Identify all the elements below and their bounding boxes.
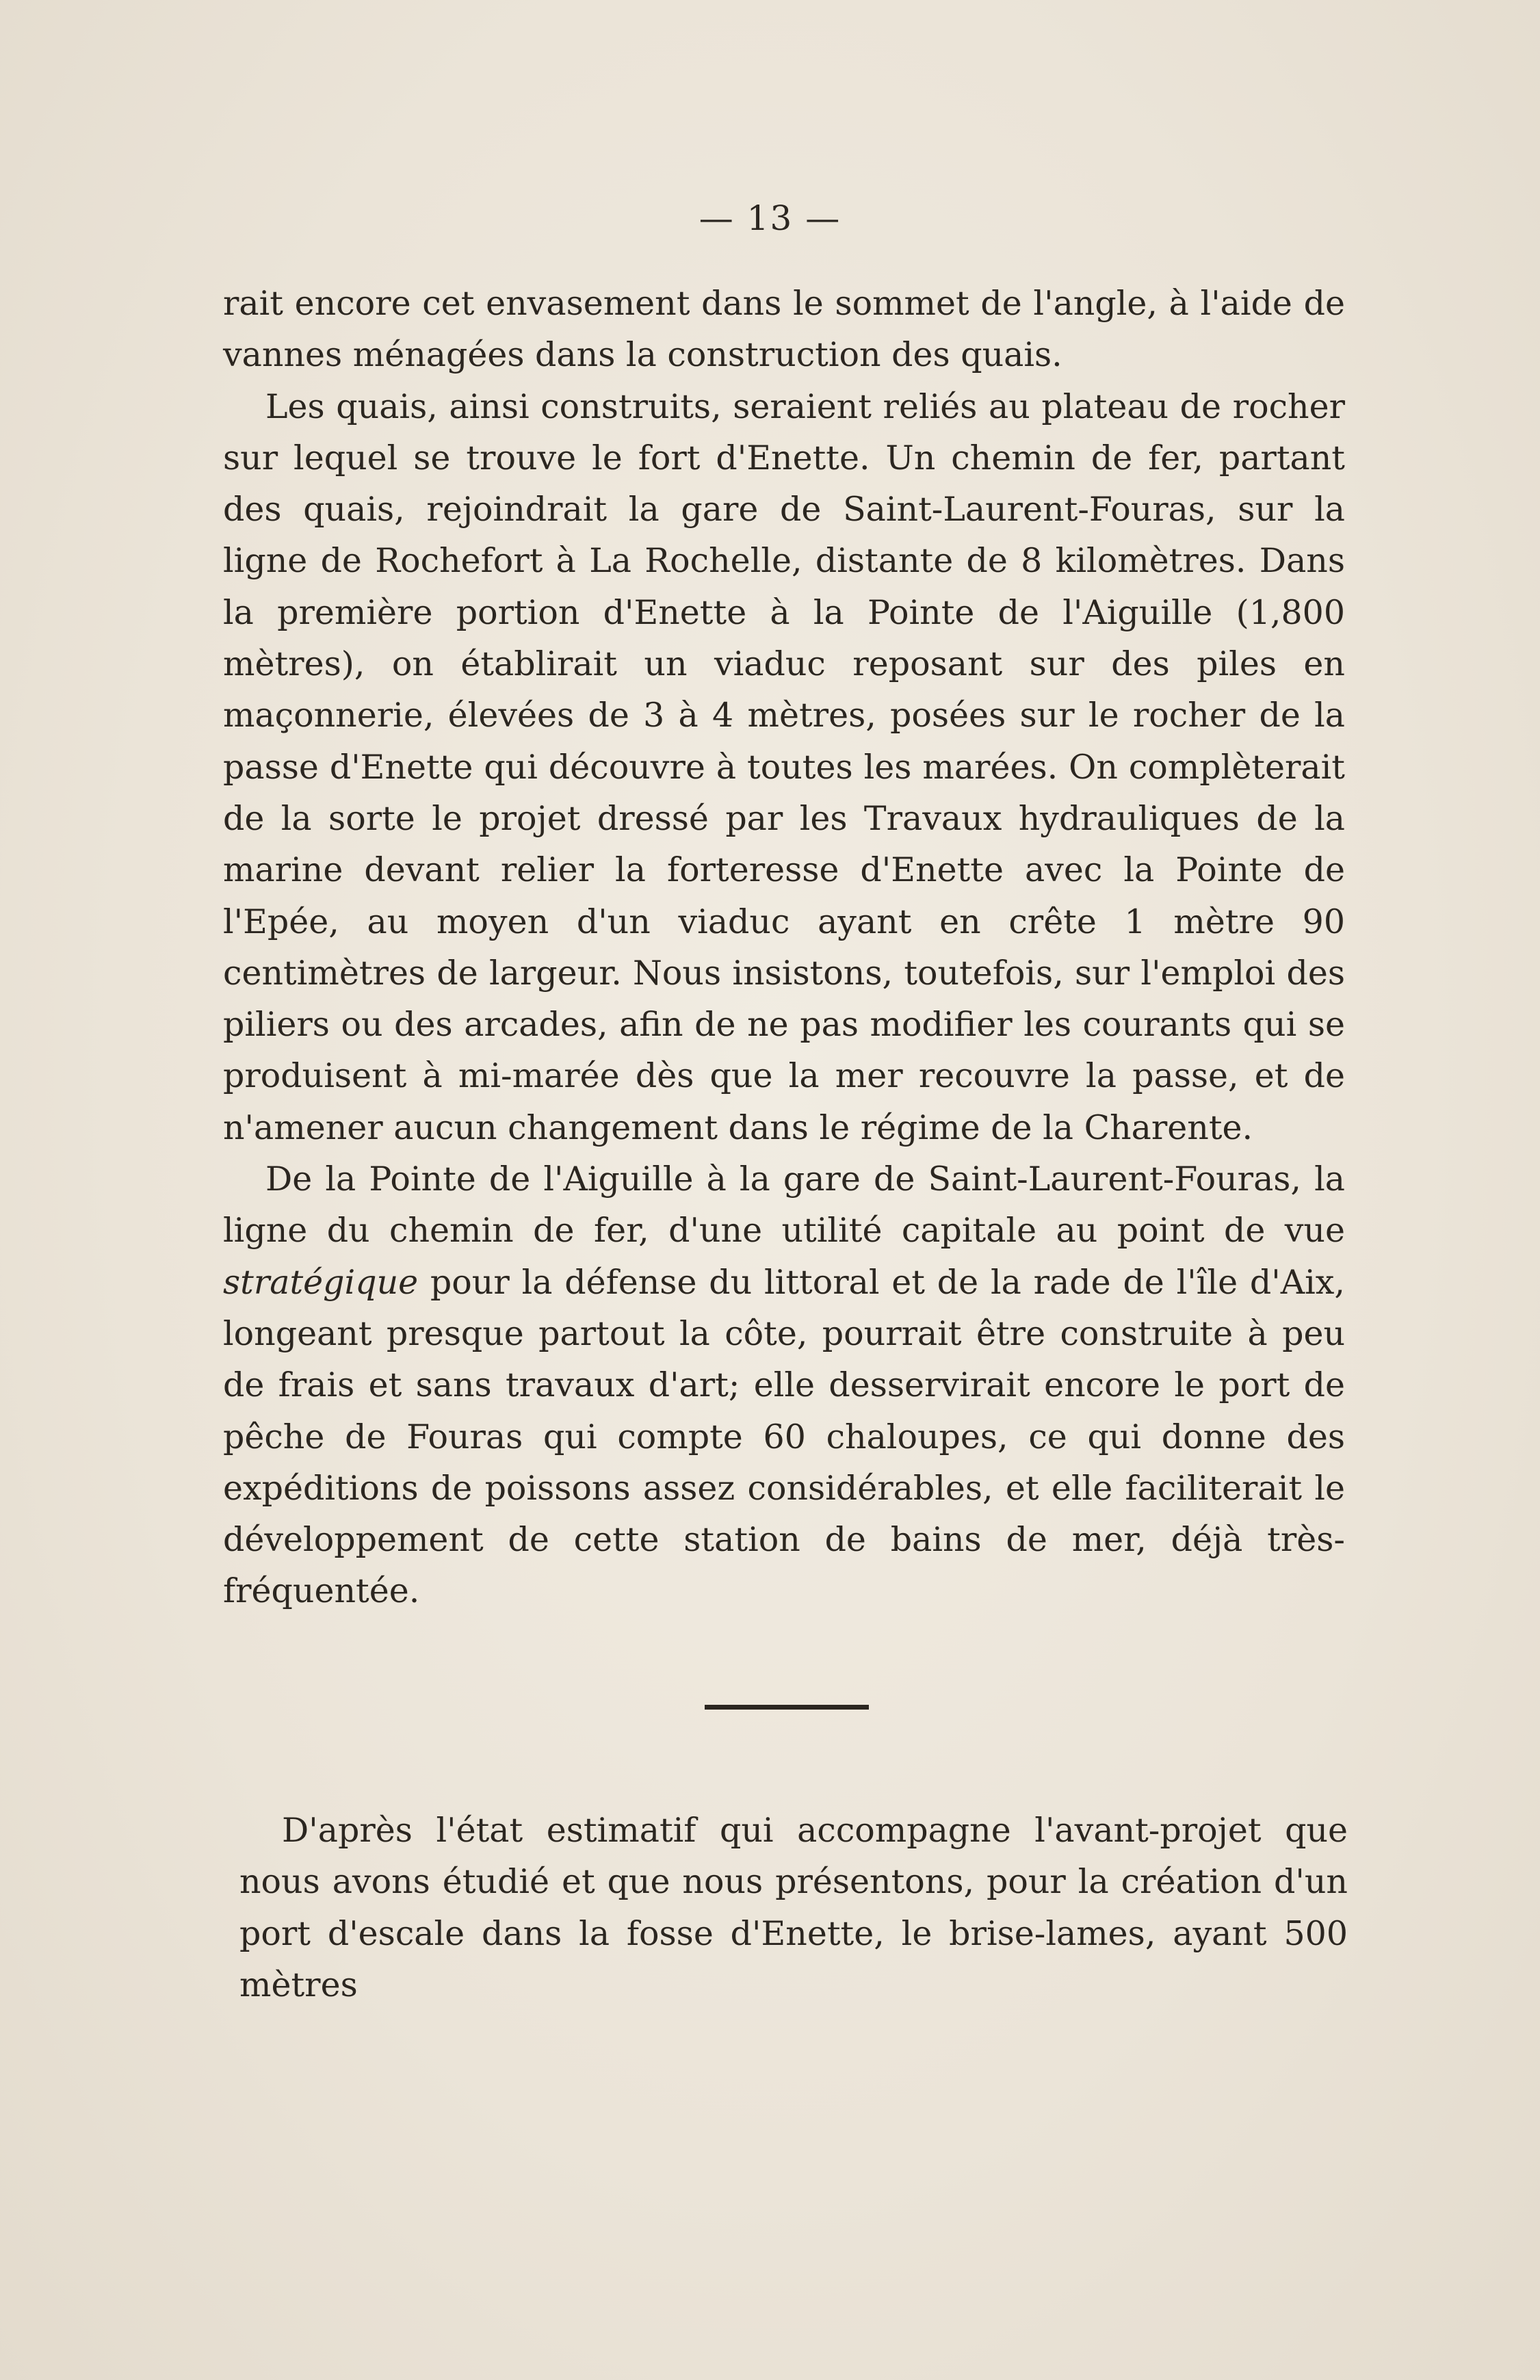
italic-word-strategique: stratégique xyxy=(223,1262,419,1302)
paragraph-continuation: rait encore cet envasement dans le sommet de l'angle, à l'aide de vannes ménagées dans la construction des quais. xyxy=(223,284,1345,375)
paragraph-quais: Les quais, ainsi construits, seraient reliés au plateau de rocher sur lequel se trouve le fort d'Enette. Un chemin de fer, partant des quais, rejoindrait la gare de Saint-Laurent-Fouras, sur la ligne de Rochefort à La Rochelle, distante de 8 kilomètres. Dans la première portion d'Enette à la Pointe de l'Aiguille (1,800 mètres), on établirait un viaduc reposant sur des piles en maçonnerie, élevées de 3 à 4 mètres, posées sur le rocher de la passe d'Enette qui découvre à toutes les marées. On complèterait de la sorte le projet dressé par les Travaux hydrauliques de la marine devant relier la forteresse d'Enette avec la Pointe de l'Epée, au moyen d'un viaduc ayant en crête 1 mètre 90 centimètres de largeur. Nous insistons, toutefois, sur l'emploi des piliers ou des arcades, afin de ne pas modifier les courants qui se produisent à mi-marée dès que la mer recouvre la passe, et de n'amener aucun changement dans le régime de la Charente. xyxy=(223,387,1345,1147)
section-divider-rule xyxy=(705,1705,869,1710)
paragraph-etat-estimatif: D'après l'état estimatif qui accompagne l'avant-projet que nous avons étudié et que nous présentons, pour la création d'un port d'escale dans la fosse d'Enette, le brise-lames, ayant 500 mètres xyxy=(239,1811,1348,2004)
paragraph-text-after: pour la défense du littoral et de la rade de l'île d'Aix, longeant presque partout la côte, pourrait être construite à peu de frais et sans travaux d'art; elle desservirait encore le port de pêche de Fouras qui compte 60 chaloupes, ce qui donne des expéditions de poissons assez considérables, et elle faciliterait le développement de cette station de bains de mer, déjà très-fréquentée. xyxy=(223,1262,1345,1611)
page-number: — 13 — xyxy=(699,198,841,238)
paragraph-text-before: De la Pointe de l'Aiguille à la gare de Saint-Laurent-Fouras, la ligne du chemin de fer, d'une utilité capitale au point de vue xyxy=(223,1160,1345,1251)
paragraph-ligne-chemin-de-fer xyxy=(223,1153,1345,1617)
second-section-text-block xyxy=(239,1805,1348,2011)
main-text-block xyxy=(223,278,1345,1617)
